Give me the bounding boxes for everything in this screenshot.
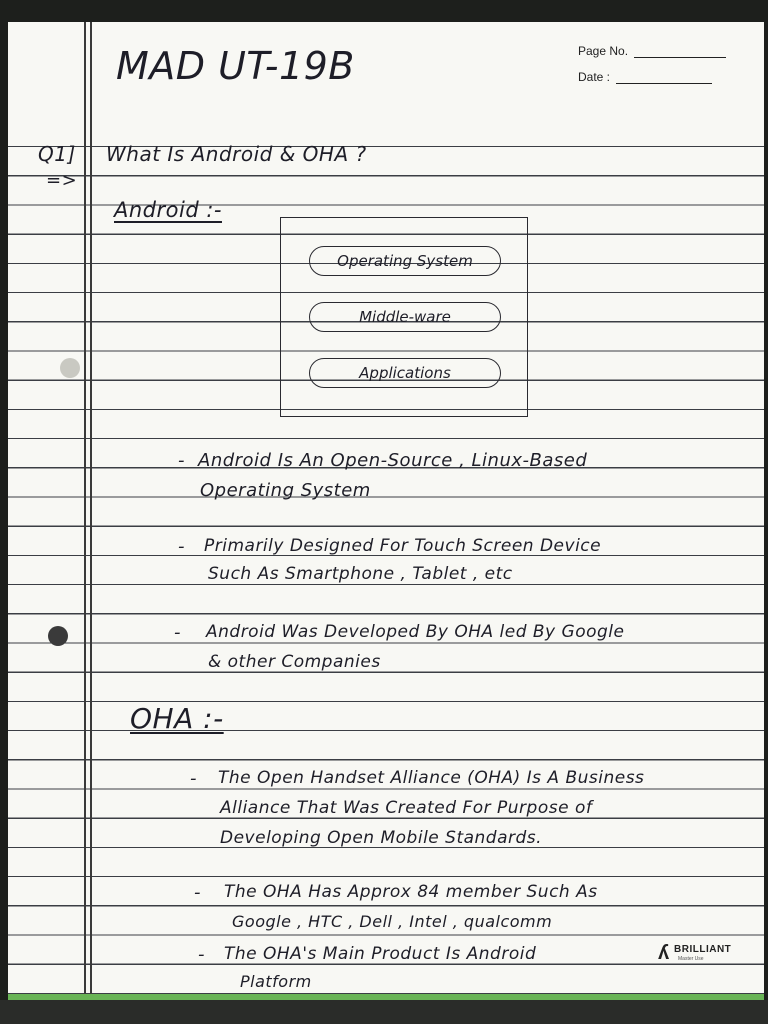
logo-mark-icon: ʎ xyxy=(658,942,670,964)
margin-line-double xyxy=(90,22,92,998)
android-point-2-line2: Such As Smartphone , Tablet , etc xyxy=(208,564,513,584)
android-point-3-line1: Android Was Developed By OHA led By Google xyxy=(206,622,625,642)
oha-point-1-line3: Developing Open Mobile Standards. xyxy=(220,828,543,848)
oha-point-2-line1: The OHA Has Approx 84 member Such As xyxy=(224,882,598,902)
android-point-1-line1: Android Is An Open-Source , Linux-Based xyxy=(198,450,588,471)
page-title: MAD UT-19B xyxy=(116,44,355,88)
oha-heading: OHA :- xyxy=(130,702,224,735)
bullet-dash: - xyxy=(178,536,185,557)
page-no-field xyxy=(578,44,726,58)
logo-tagline: Master Use xyxy=(678,956,704,962)
margin-line xyxy=(84,22,86,998)
question-number: Q1] xyxy=(38,142,76,166)
android-point-2-line1: Primarily Designed For Touch Screen Device xyxy=(204,536,602,556)
oha-point-1-line2: Alliance That Was Created For Purpose of xyxy=(220,798,593,818)
bullet-dash: - xyxy=(190,768,197,789)
page-no-blank xyxy=(634,57,726,58)
brilliant-logo xyxy=(658,940,748,966)
bullet-dash: - xyxy=(198,944,205,965)
bullet-dash: - xyxy=(178,450,185,471)
binder-hole xyxy=(60,358,80,378)
notebook-page xyxy=(8,22,764,998)
background-surface xyxy=(0,1000,768,1024)
logo-name: BRILLIANT xyxy=(674,944,732,955)
question-text: What Is Android & OHA ? xyxy=(106,142,367,166)
bullet-dash: - xyxy=(194,882,201,903)
diagram-layer-operating-system: Operating System xyxy=(309,246,501,276)
date-blank xyxy=(616,83,712,84)
bullet-dash: - xyxy=(174,622,181,643)
android-point-3-line2: & other Companies xyxy=(208,652,381,672)
answer-arrow: => xyxy=(46,170,78,191)
diagram-layer-middleware: Middle-ware xyxy=(309,302,501,332)
diagram-layer-applications: Applications xyxy=(309,358,501,388)
binder-hole xyxy=(48,626,68,646)
android-point-1-line2: Operating System xyxy=(200,480,371,501)
date-label: Date : xyxy=(578,70,611,84)
date-field xyxy=(578,70,712,84)
oha-point-2-line2: Google , HTC , Dell , Intel , qualcomm xyxy=(232,912,553,931)
oha-point-1-line1: The Open Handset Alliance (OHA) Is A Business xyxy=(218,768,645,788)
oha-point-3-line1: The OHA's Main Product Is Android xyxy=(224,944,537,964)
oha-point-3-line2: Platform xyxy=(240,972,312,991)
android-stack-diagram xyxy=(280,217,528,417)
android-heading: Android :- xyxy=(114,198,222,222)
page-no-label: Page No. xyxy=(578,44,629,58)
